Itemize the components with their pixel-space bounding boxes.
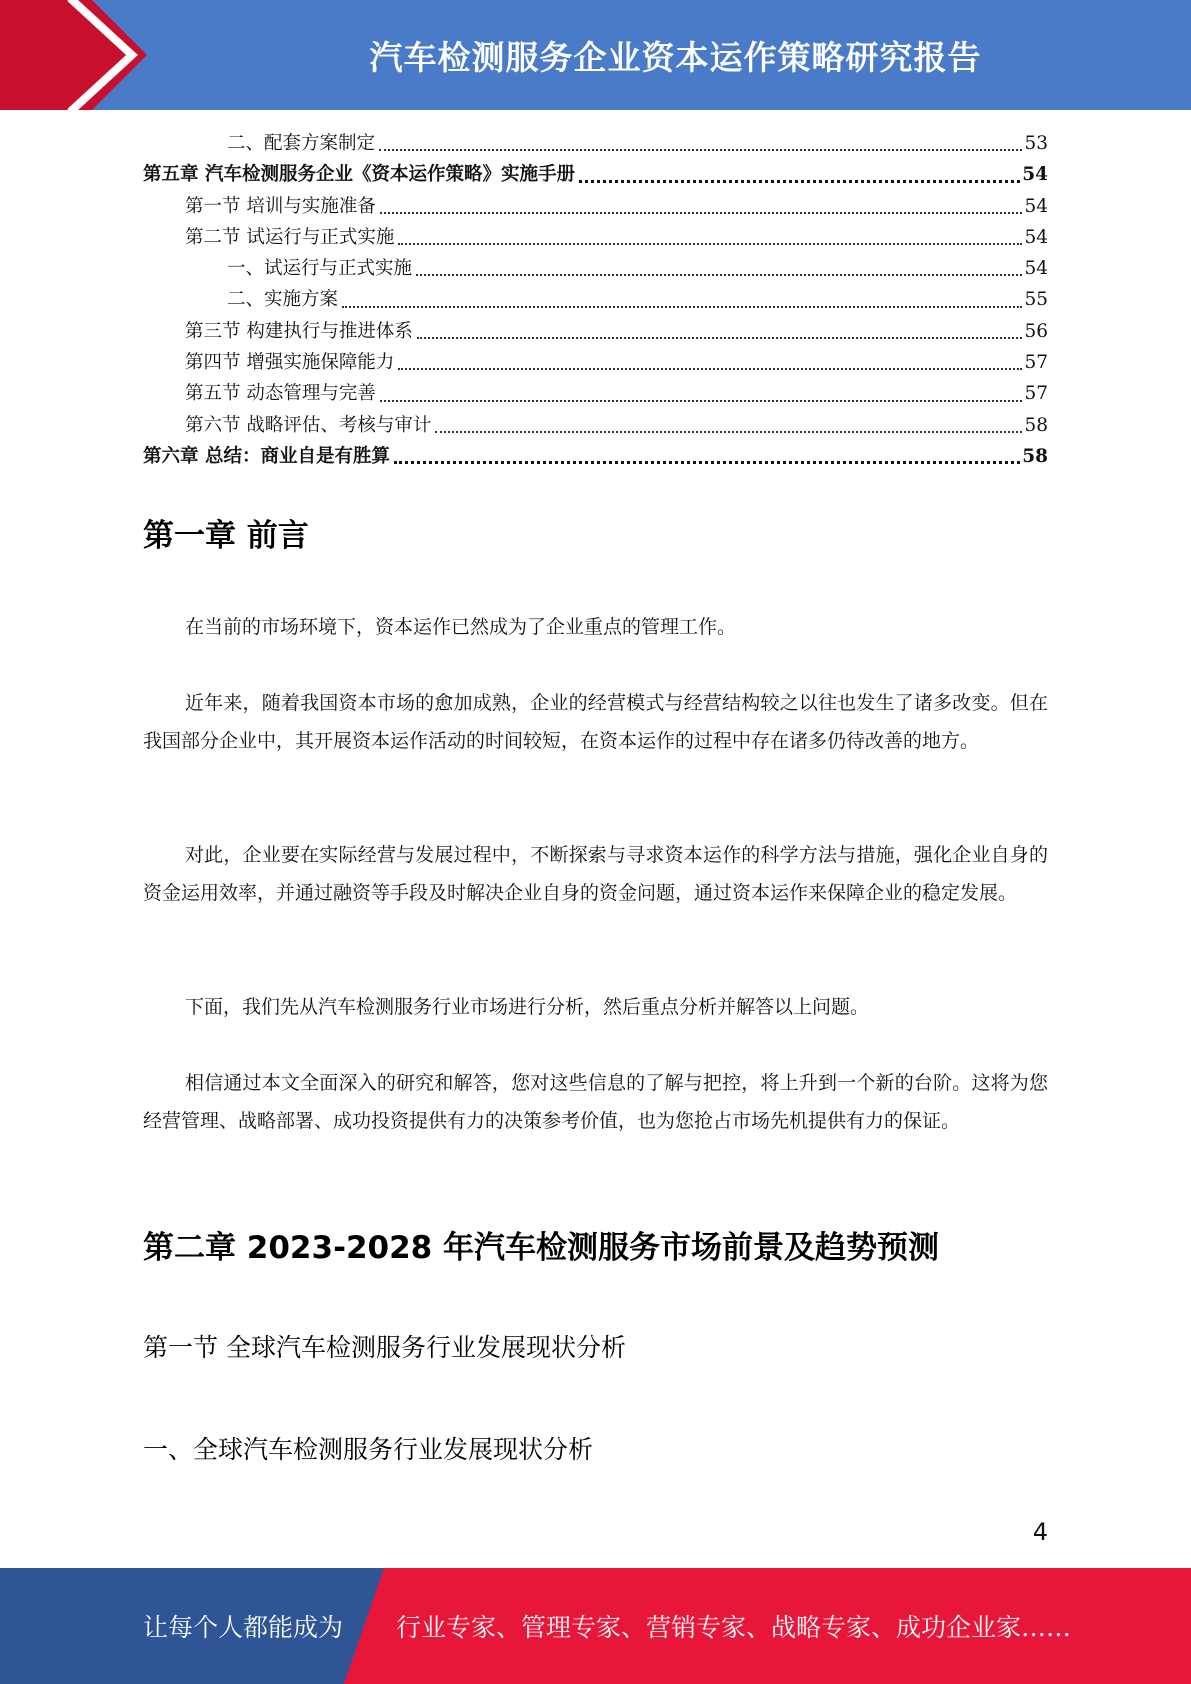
toc-entry-page: 56 (1024, 320, 1048, 342)
toc-entry[interactable] (143, 441, 1048, 472)
toc-entry[interactable] (143, 316, 1048, 347)
toc-entry[interactable] (143, 378, 1048, 409)
toc-leader-dots (342, 306, 1022, 308)
toc-entry[interactable] (143, 128, 1048, 159)
chapter-1-title: 第一章 前言 (143, 518, 309, 554)
toc-entry[interactable] (143, 159, 1048, 190)
toc-entry-title: 第六节 战略评估、考核与审计 (185, 414, 432, 436)
toc-entry-page: 54 (1024, 226, 1048, 248)
toc-leader-dots (417, 337, 1023, 339)
toc-leader-dots (435, 431, 1022, 433)
toc-entry-page: 54 (1024, 258, 1048, 280)
toc-entry-title: 第五节 动态管理与完善 (185, 383, 376, 405)
footer-slogan: 让每个人都能成为 (143, 1613, 344, 1642)
toc-entry-page: 55 (1024, 289, 1048, 311)
toc-entry-page: 57 (1024, 383, 1048, 405)
report-title: 汽车检测服务企业资本运作策略研究报告 (369, 37, 982, 77)
toc-leader-dots (394, 461, 1020, 464)
toc-entry-title: 一、试运行与正式实施 (227, 258, 413, 280)
toc-entry[interactable] (143, 191, 1048, 222)
toc-entry[interactable] (143, 253, 1048, 284)
toc-entry-title: 二、实施方案 (227, 289, 339, 311)
toc-entry-title: 第三节 构建执行与推进体系 (185, 320, 413, 342)
section-1-title: 第一节 全球汽车检测服务行业发展现状分析 (143, 1333, 626, 1362)
toc-leader-dots (398, 368, 1022, 370)
toc-entry-title: 第五章 汽车检测服务企业《资本运作策略》实施手册 (143, 164, 575, 186)
page-header (0, 0, 1191, 110)
paragraph-2: 近年来，随着我国资本市场的愈加成熟，企业的经营模式与经营结构较之以往也发生了诸多改变。但在我国部分企业中，其开展资本运作活动的时间较短，在资本运作的过程中存在诸多仍待改善的地方。 (143, 692, 1048, 752)
toc-leader-dots (379, 149, 1022, 151)
paragraph-4: 下面，我们先从汽车检测服务行业市场进行分析，然后重点分析并解答以上问题。 (185, 996, 870, 1018)
toc-entry-title: 第二节 试运行与正式实施 (185, 226, 395, 248)
chapter-2-title: 第二章 2023-2028 年汽车检测服务市场前景及趋势预测 (143, 1230, 940, 1266)
table-of-contents (143, 128, 1048, 472)
toc-entry-title: 第六章 总结：商业自是有胜算 (143, 445, 390, 467)
page-number: 4 (1032, 1518, 1048, 1546)
subsection-1-title: 一、全球汽车检测服务行业发展现状分析 (143, 1435, 594, 1464)
toc-entry[interactable] (143, 222, 1048, 253)
toc-entry-title: 第一节 培训与实施准备 (185, 195, 376, 217)
toc-entry[interactable] (143, 410, 1048, 441)
paragraph-5: 相信通过本文全面深入的研究和解答，您对这些信息的了解与把控，将上升到一个新的台阶。这将为您经营管理、战略部署、成功投资提供有力的决策参考价值，也为您抢占市场先机提供有力的保证。 (143, 1072, 1048, 1132)
toc-leader-dots (579, 180, 1020, 183)
toc-entry-title: 二、配套方案制定 (227, 133, 376, 154)
toc-leader-dots (380, 212, 1023, 214)
toc-entry-page: 57 (1024, 352, 1048, 374)
footer-roles: 行业专家、管理专家、营销专家、战略专家、成功企业家…… (396, 1613, 1072, 1642)
paragraph-3: 对此，企业要在实际经营与发展过程中，不断探索与寻求资本运作的科学方法与措施，强化企业自身的资金运用效率，并通过融资等手段及时解决企业自身的资金问题，通过资本运作来保障企业的稳定发展。 (143, 844, 1048, 904)
paragraph-1: 在当前的市场环境下，资本运作已然成为了企业重点的管理工作。 (185, 616, 737, 638)
page-footer (0, 1568, 1191, 1684)
toc-entry-page: 53 (1024, 133, 1048, 154)
toc-leader-dots (416, 274, 1022, 276)
toc-entry-page: 58 (1022, 445, 1048, 467)
toc-entry[interactable] (143, 347, 1048, 378)
toc-leader-dots (398, 243, 1022, 245)
toc-entry-page: 54 (1024, 195, 1048, 217)
toc-leader-dots (380, 400, 1023, 402)
toc-entry-page: 54 (1022, 164, 1048, 186)
header-chevron-icon (0, 0, 160, 110)
toc-entry-title: 第四节 增强实施保障能力 (185, 352, 395, 374)
toc-entry[interactable] (143, 284, 1048, 315)
toc-entry-page: 58 (1024, 414, 1048, 436)
